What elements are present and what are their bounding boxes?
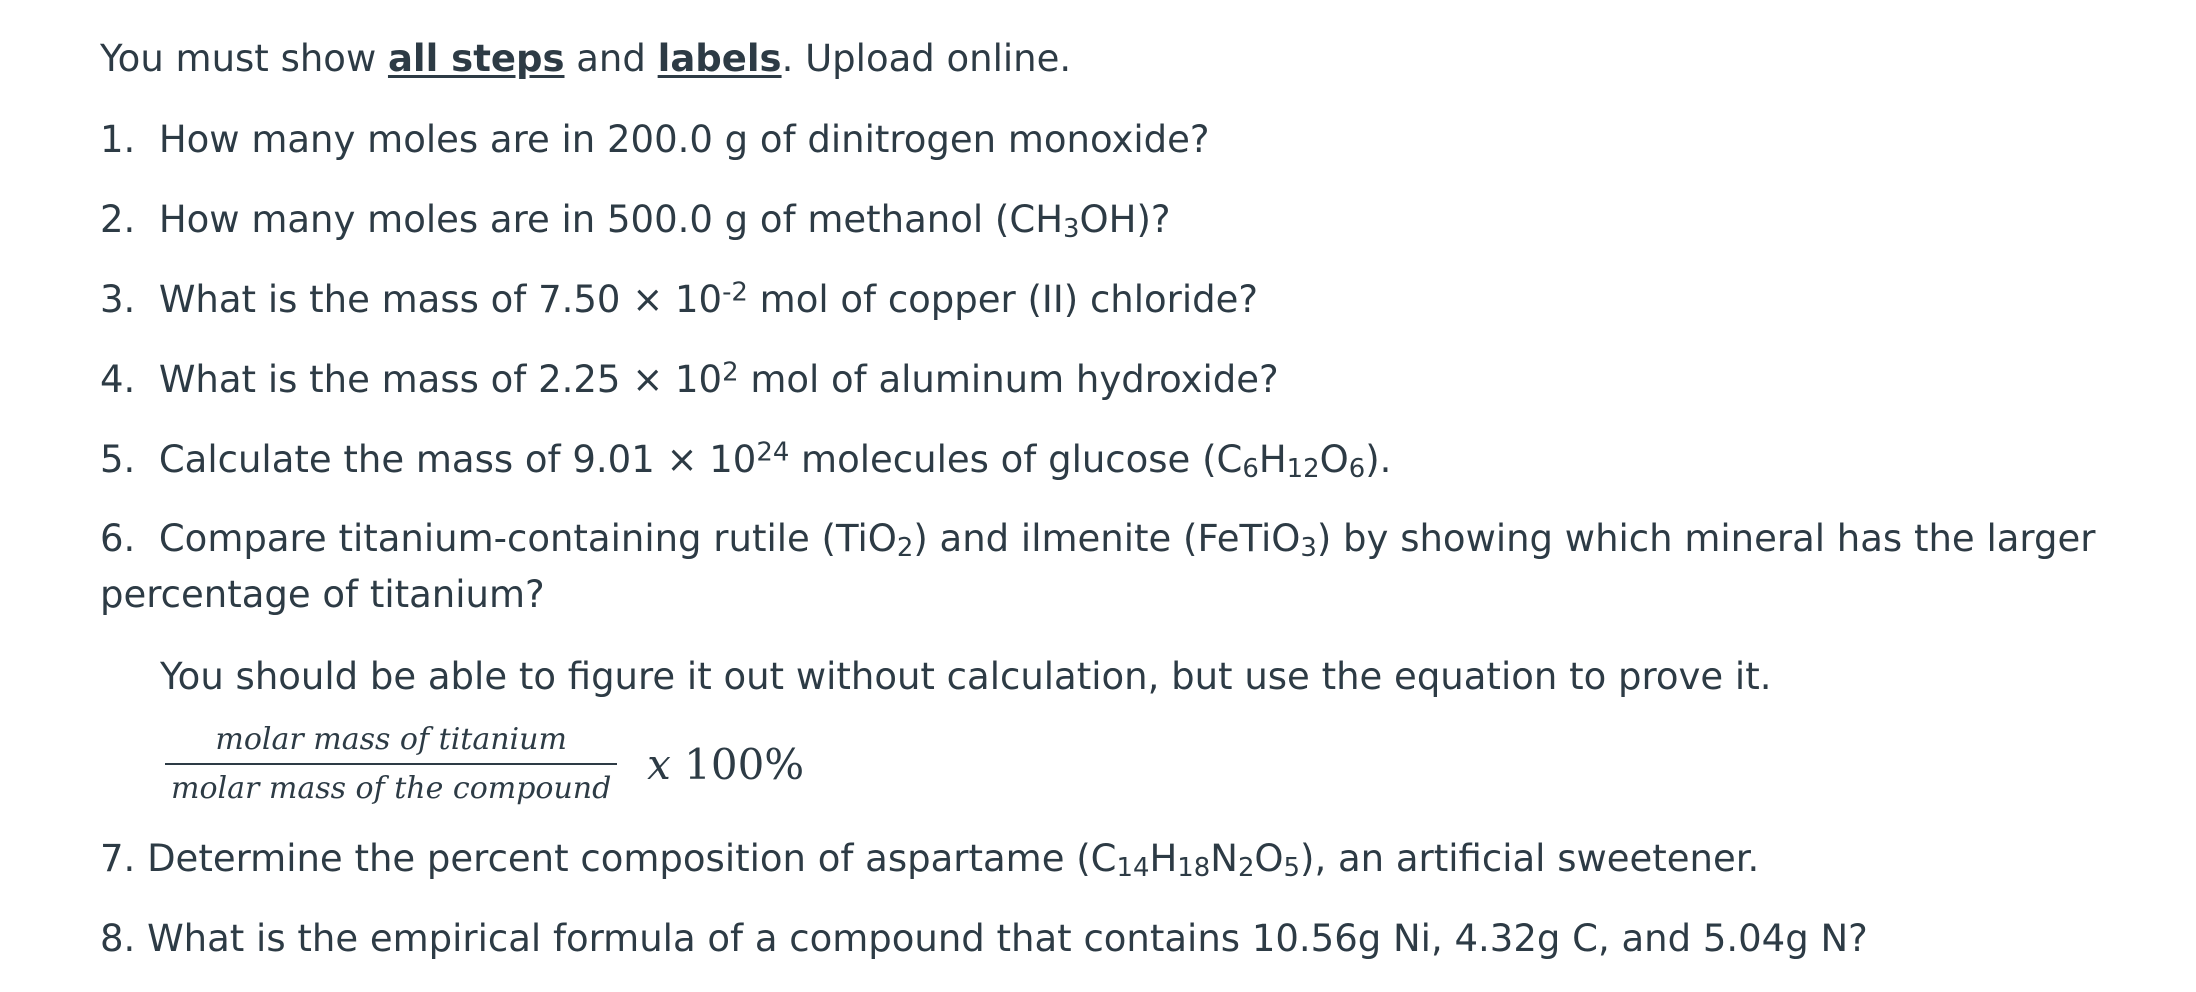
question-text: O — [1254, 837, 1284, 880]
question-text: What is the mass of 2.25 × 10 — [158, 358, 723, 401]
subscript: 2 — [896, 533, 914, 564]
question-text: H — [1258, 438, 1287, 481]
question-text: N — [1210, 837, 1238, 880]
question-8 — [100, 917, 1868, 960]
instructions-text: You must show — [100, 37, 388, 80]
question-text: ). — [1365, 438, 1392, 481]
subscript: 12 — [1286, 454, 1320, 485]
question-2 — [100, 198, 1171, 245]
question-text: ) and ilmenite (FeTiO — [913, 517, 1301, 560]
superscript: -2 — [722, 277, 748, 308]
subscript: 3 — [1063, 214, 1080, 245]
question-6-hint: You should be able to figure it out without calculation, but use the equation to prove it. — [160, 655, 1772, 698]
question-1 — [100, 118, 1210, 161]
question-text: mol of aluminum hydroxide? — [738, 358, 1279, 401]
percent-formula — [165, 722, 804, 806]
formula-numerator: molar mass of titanium — [165, 722, 617, 765]
question-text: Calculate the mass of 9.01 × 10 — [158, 438, 757, 481]
subscript: 14 — [1116, 853, 1150, 884]
question-text: O — [1319, 438, 1349, 481]
question-5 — [100, 437, 1392, 485]
question-text: 8. What is the empirical formula of a compound that contains 10.56g Ni, 4.32g C, and 5.04g N? — [100, 917, 1868, 960]
question-text: H — [1149, 837, 1178, 880]
question-text: ) by showing which mineral has the larger percentage of titanium? — [100, 517, 2096, 616]
question-number: 6. — [100, 517, 136, 560]
instructions — [100, 37, 1072, 80]
labels-emphasis: labels — [657, 37, 782, 80]
question-4 — [100, 357, 1279, 401]
superscript: 2 — [722, 357, 739, 388]
question-number: 2. — [100, 198, 136, 241]
all-steps-emphasis: all steps — [387, 37, 565, 80]
question-text: OH)? — [1079, 198, 1171, 241]
question-number: 4. — [100, 358, 136, 401]
question-3 — [100, 277, 1259, 321]
question-text: molecules of glucose (C — [789, 438, 1243, 481]
question-text: Compare titanium-containing rutile (TiO — [158, 517, 897, 560]
formula-percent: 100% — [684, 739, 805, 789]
formula-multiplier — [647, 740, 804, 789]
question-text: 7. Determine the percent composition of aspartame (C — [100, 837, 1117, 880]
question-text: How many moles are in 200.0 g of dinitrogen monoxide? — [158, 118, 1210, 161]
subscript: 2 — [1237, 853, 1255, 884]
question-number: 5. — [100, 438, 136, 481]
instructions-text: . Upload online. — [781, 37, 1072, 80]
question-text: What is the mass of 7.50 × 10 — [158, 278, 723, 321]
formula-fraction — [165, 722, 617, 806]
question-text: ), an artificial sweetener. — [1300, 837, 1760, 880]
question-text: mol of copper (II) chloride? — [747, 278, 1259, 321]
subscript: 6 — [1348, 454, 1366, 485]
question-number: 1. — [100, 118, 136, 161]
question-text: How many moles are in 500.0 g of methanol (CH — [158, 198, 1064, 241]
formula-denominator: molar mass of the compound — [171, 771, 612, 806]
question-7 — [100, 837, 1760, 884]
subscript: 6 — [1242, 454, 1259, 485]
question-6 — [100, 511, 2140, 623]
formula-times: x — [647, 739, 671, 789]
subscript: 3 — [1300, 533, 1317, 564]
question-number: 3. — [100, 278, 136, 321]
subscript: 5 — [1283, 853, 1301, 884]
subscript: 18 — [1177, 853, 1211, 884]
instructions-text: and — [564, 37, 658, 80]
superscript: 24 — [756, 437, 790, 468]
